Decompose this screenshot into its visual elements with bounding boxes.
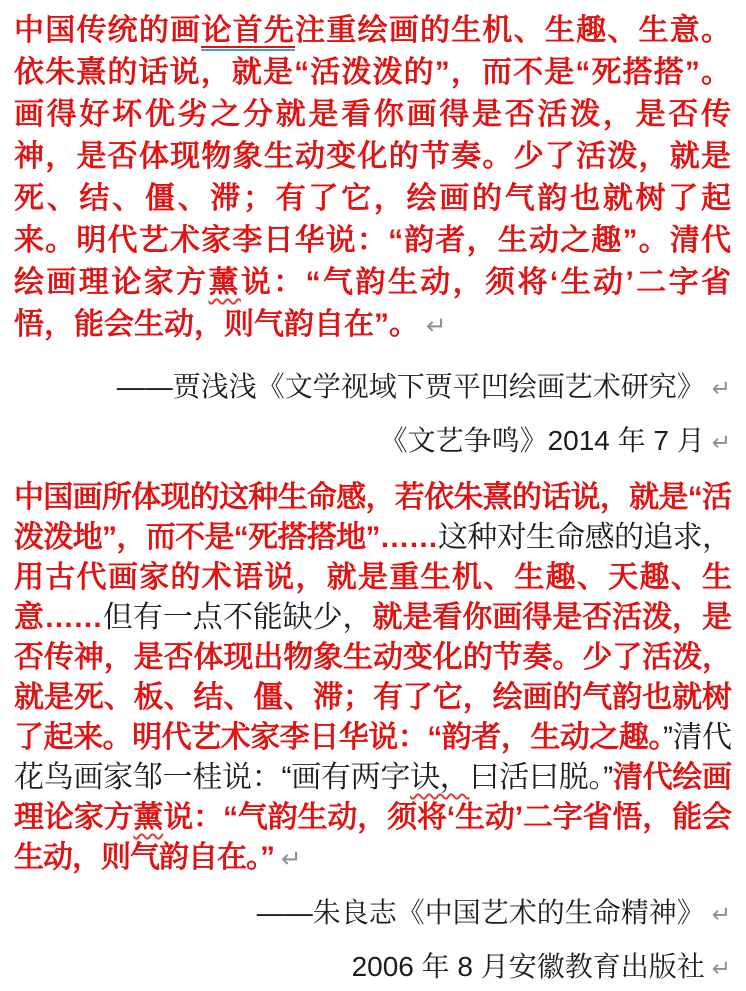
text-run: 《文艺争鸣》2014 年 7 月 — [379, 425, 705, 456]
paragraph-mark: ↵ — [711, 429, 731, 455]
paragraph-mark: ↵ — [711, 901, 731, 927]
text-run: 曰活曰脱。” — [469, 761, 613, 794]
text-run: 说：“气韵生动，须将‘生动’二字省悟，能会生动，则气韵自在。” — [14, 801, 732, 874]
text-run: 中国画所体现的这种生命感，若依朱熹的话说，就是“活泼泼地”，而不是“死搭搭地”…… — [14, 481, 731, 554]
text-run: 注重绘画的生机、生趣、生意。依朱熹的话说，就是“活泼泼的”，而不是“死搭搭”。画得好坏优劣之分就是看你画得是否活泼，是否传神，是否体现物象生动变化的节奏。少了活泼，就是死、结、僵、滞；有了它，绘画的气韵也就树了起来。明代艺术家李日华说：“韵者，生动之趣”。清代绘画理论家方 — [14, 14, 732, 299]
spellcheck-flagged-run: 诀， — [410, 761, 470, 794]
text-run: 这种对生命感的追求， — [437, 521, 732, 554]
paragraph-quote-2 — [14, 478, 731, 880]
citation-source-1 — [14, 370, 731, 405]
text-run: 清代绘画理论家方 — [14, 761, 732, 834]
text-run: 但有一点不能缺少， — [101, 601, 373, 634]
spellcheck-flagged-run: 薰 — [208, 266, 241, 299]
citation-journal-1 — [14, 424, 731, 459]
citation-source-2 — [14, 896, 731, 931]
grammar-flagged-run: 论首先 — [201, 14, 295, 51]
paragraph-red-quote-1 — [14, 10, 731, 348]
text-run: ——朱良志《中国艺术的生命精神》 — [256, 897, 705, 928]
paragraph-mark: ↵ — [711, 955, 731, 981]
paragraph-mark: ↵ — [711, 375, 731, 401]
text-run: 说：“气韵生动，须将‘生动’二字省悟，能会生动，则气韵自在”。 — [14, 266, 732, 341]
text-run: 2006 年 8 月安徽教育出版社 — [351, 951, 705, 982]
paragraph-mark: ↵ — [426, 313, 447, 340]
text-run: 用古代画家的术语说，就是重生机、生趣、天趣、生意…… — [14, 561, 731, 634]
text-run: ”清代花鸟画家邹一桂说：“画有两字 — [14, 721, 731, 794]
citation-publisher-2 — [14, 950, 731, 985]
text-run: 中国传统的画 — [14, 14, 202, 47]
text-run: 就是看你画得是否活泼，是否传神，是否体现出物象生动变化的节奏。少了活泼，就是死、板、结、僵、滞；有了它，绘画的气韵也就树了起来。明代艺术家李日华说：“韵者，生动之趣。 — [14, 601, 732, 754]
text-run: ——贾浅浅《文学视域下贾平凹绘画艺术研究》 — [116, 371, 705, 402]
paragraph-mark: ↵ — [281, 846, 302, 873]
spellcheck-flagged-run: 薰 — [133, 801, 164, 834]
